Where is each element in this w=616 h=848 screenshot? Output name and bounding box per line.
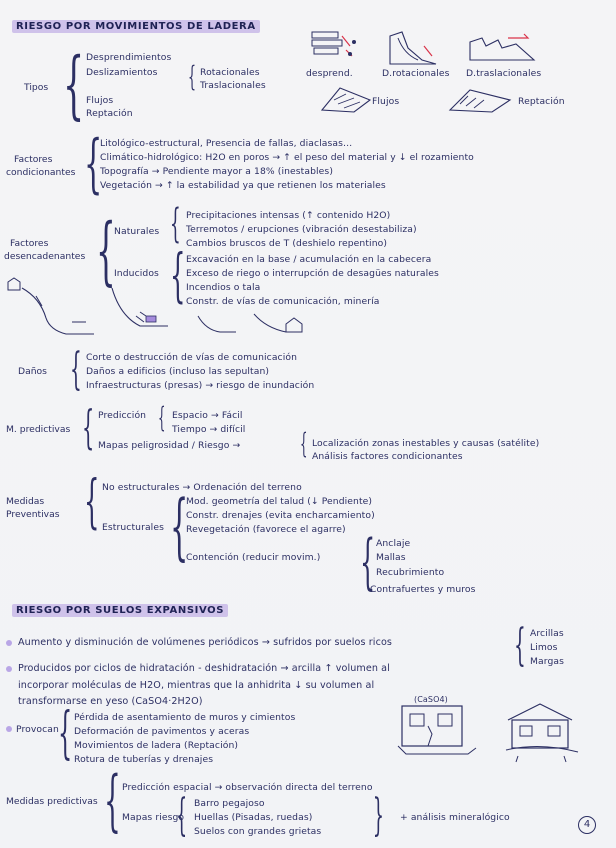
dano-item: Daños a edificios (incluso las sepultan) xyxy=(86,366,270,377)
preventivas-brace: { xyxy=(84,467,100,535)
contencion-item: Contrafuertes y muros xyxy=(370,584,476,595)
tipo-subitem: Traslacionales xyxy=(200,80,266,91)
tipo-item: Deslizamientos xyxy=(86,67,158,78)
natural-item: Terremotos / erupciones (vibración desestabiliza) xyxy=(186,224,417,235)
slope-house-sketch xyxy=(6,278,96,338)
natural-item: Cambios bruscos de T (deshielo repentino) xyxy=(186,238,388,249)
preventivas-label: Medidas xyxy=(6,496,45,507)
desencadenantes-brace: { xyxy=(96,208,116,294)
no-estructurales: No estructurales → Ordenación del terreno xyxy=(102,482,302,493)
mapas-item: Localización zonas inestables y causas (satélite) xyxy=(312,438,540,449)
estructural-item: Mod. geometría del talud (↓ Pendiente) xyxy=(186,496,373,507)
provocan-item: Pérdida de asentamiento de muros y cimientos xyxy=(74,712,296,723)
tipo-item: Reptación xyxy=(86,108,133,119)
fig-label: D.traslacionales xyxy=(466,68,542,79)
expansivos-p1: Aumento y disminución de volúmenes periódicos → sufridos por suelos ricos xyxy=(18,637,393,648)
section-heading-expansivos: RIESGO POR SUELOS EXPANSIVOS xyxy=(12,604,228,617)
bullet-icon xyxy=(6,666,12,672)
excavation-sketch xyxy=(110,286,170,332)
suelo-item: Margas xyxy=(530,656,565,667)
prediccion-espacio: Espacio → Fácil xyxy=(172,410,243,421)
construction-sketch xyxy=(196,310,316,340)
dano-item: Infraestructuras (presas) → riesgo de inundación xyxy=(86,380,315,391)
condicionante-item: Topografía → Pendiente mayor a 18% (inestables) xyxy=(100,166,334,177)
deslizamiento-traslacional-sketch xyxy=(468,30,538,64)
mapas-riesgo-item: Suelos con grandes grietas xyxy=(194,826,322,837)
provocan-item: Deformación de pavimentos y aceras xyxy=(74,726,250,737)
condicionante-item: Litológico-estructural, Presencia de fallas, diaclasas… xyxy=(100,138,353,149)
suelo-item: Arcillas xyxy=(530,628,564,639)
bullet-icon xyxy=(6,726,12,732)
condicionantes-label: condicionantes xyxy=(6,167,76,178)
danos-label: Daños xyxy=(18,366,47,377)
medidas-prediccion: Predicción espacial → observación directa del terreno xyxy=(122,782,373,793)
fig-label: D.rotacionales xyxy=(382,68,450,79)
suelo-item: Limos xyxy=(530,642,558,653)
tipos-brace: { xyxy=(63,42,85,128)
deslizamientos-brace: { xyxy=(188,60,197,93)
provocan-item: Movimientos de ladera (Reptación) xyxy=(74,740,239,751)
expansivos-p2: transformarse en yeso (CaSO4·2H2O) xyxy=(18,696,203,707)
closing-brace: { xyxy=(372,790,384,841)
naturales-label: Naturales xyxy=(114,226,160,237)
tipo-item: Desprendimientos xyxy=(86,52,172,63)
page-number: 4 xyxy=(578,816,596,834)
prediccion-label: Predicción xyxy=(98,410,147,421)
contencion-item: Recubrimiento xyxy=(376,567,445,578)
expansivos-p2-note: (CaSO4) xyxy=(414,695,448,704)
inducidos-label: Inducidos xyxy=(114,268,159,279)
fig-label: desprend. xyxy=(306,68,353,79)
deslizamiento-rotacional-sketch xyxy=(388,30,438,66)
reptacion-sketch xyxy=(448,86,512,114)
tipo-item: Flujos xyxy=(86,95,114,106)
inducido-item: Constr. de vías de comunicación, minería xyxy=(186,296,380,307)
flujo-sketch xyxy=(320,84,372,114)
estructural-item: Contención (reducir movim.) xyxy=(186,552,321,563)
danos-brace: { xyxy=(70,344,82,395)
fig-label: Flujos xyxy=(372,96,400,107)
mapas-item: Análisis factores condicionantes xyxy=(312,451,463,462)
prediccion-brace: { xyxy=(158,401,166,434)
bullet-icon xyxy=(6,640,12,646)
desprendimiento-sketch xyxy=(310,28,370,70)
analisis-mineralogico: + análisis mineralógico xyxy=(400,812,510,823)
preventivas-label: Preventivas xyxy=(6,509,60,520)
contencion-brace: { xyxy=(360,527,376,597)
medidas-predictivas-label: Medidas predictivas xyxy=(6,796,98,807)
mapas-riesgo-item: Huellas (Pisadas, ruedas) xyxy=(194,812,313,823)
expansivos-p2: Producidos por ciclos de hidratación - deshidratación → arcilla ↑ volumen al xyxy=(18,663,390,674)
desencadenantes-label: desencadenantes xyxy=(4,251,86,262)
desencadenantes-label: Factores xyxy=(10,238,49,249)
mapas-riesgo-item: Barro pegajoso xyxy=(194,798,265,809)
estructurales-label: Estructurales xyxy=(102,522,164,533)
expanded-house-sketch xyxy=(504,702,580,760)
mapas-riesgo-label: Mapas riesgo xyxy=(122,812,185,823)
expansivos-p2: incorporar moléculas de H2O, mientras que la anhidrita ↓ su volumen al xyxy=(18,680,375,691)
inducido-item: Excavación en la base / acumulación en la cabecera xyxy=(186,254,432,265)
provocan-label: Provocan xyxy=(16,724,59,735)
contencion-item: Mallas xyxy=(376,552,406,563)
inducidos-brace: { xyxy=(170,241,186,309)
condicionante-item: Climático-hidrológico: H2O en poros → ↑ el peso del material y ↓ el rozamiento xyxy=(100,152,474,163)
mapas-brace: { xyxy=(300,427,308,460)
condicionante-item: Vegetación → ↑ la estabilidad ya que retienen los materiales xyxy=(100,180,386,191)
inducido-item: Exceso de riego o interrupción de desagües naturales xyxy=(186,268,439,279)
fig-label: Reptación xyxy=(518,96,565,107)
medidas-predictivas-brace: { xyxy=(104,762,121,839)
mapas-riesgo-brace: { xyxy=(176,790,188,841)
predictivas-label: M. predictivas xyxy=(6,424,71,435)
tipos-label: Tipos xyxy=(24,82,49,93)
prediccion-tiempo: Tiempo → difícil xyxy=(172,424,246,435)
estructural-item: Constr. drenajes (evita encharcamiento) xyxy=(186,510,375,521)
cracked-house-sketch xyxy=(398,704,478,760)
tipo-subitem: Rotacionales xyxy=(200,67,260,78)
suelos-brace: { xyxy=(514,620,526,671)
provocan-item: Rotura de tuberías y drenajes xyxy=(74,754,214,765)
mapas-label: Mapas peligrosidad / Riesgo → xyxy=(98,440,241,451)
estructural-item: Revegetación (favorece el agarre) xyxy=(186,524,346,535)
condicionantes-label: Factores xyxy=(14,154,53,165)
condicionantes-brace: { xyxy=(84,127,103,201)
estructurales-brace: { xyxy=(170,484,189,568)
contencion-item: Anclaje xyxy=(376,538,411,549)
provocan-brace: { xyxy=(58,701,73,766)
section-heading-ladera: RIESGO POR MOVIMIENTOS DE LADERA xyxy=(12,20,260,33)
natural-item: Precipitaciones intensas (↑ contenido H2O) xyxy=(186,210,391,221)
naturales-brace: { xyxy=(170,201,181,247)
dano-item: Corte o destrucción de vías de comunicación xyxy=(86,352,298,363)
predictivas-brace: { xyxy=(82,400,95,454)
inducido-item: Incendios o tala xyxy=(186,282,261,293)
